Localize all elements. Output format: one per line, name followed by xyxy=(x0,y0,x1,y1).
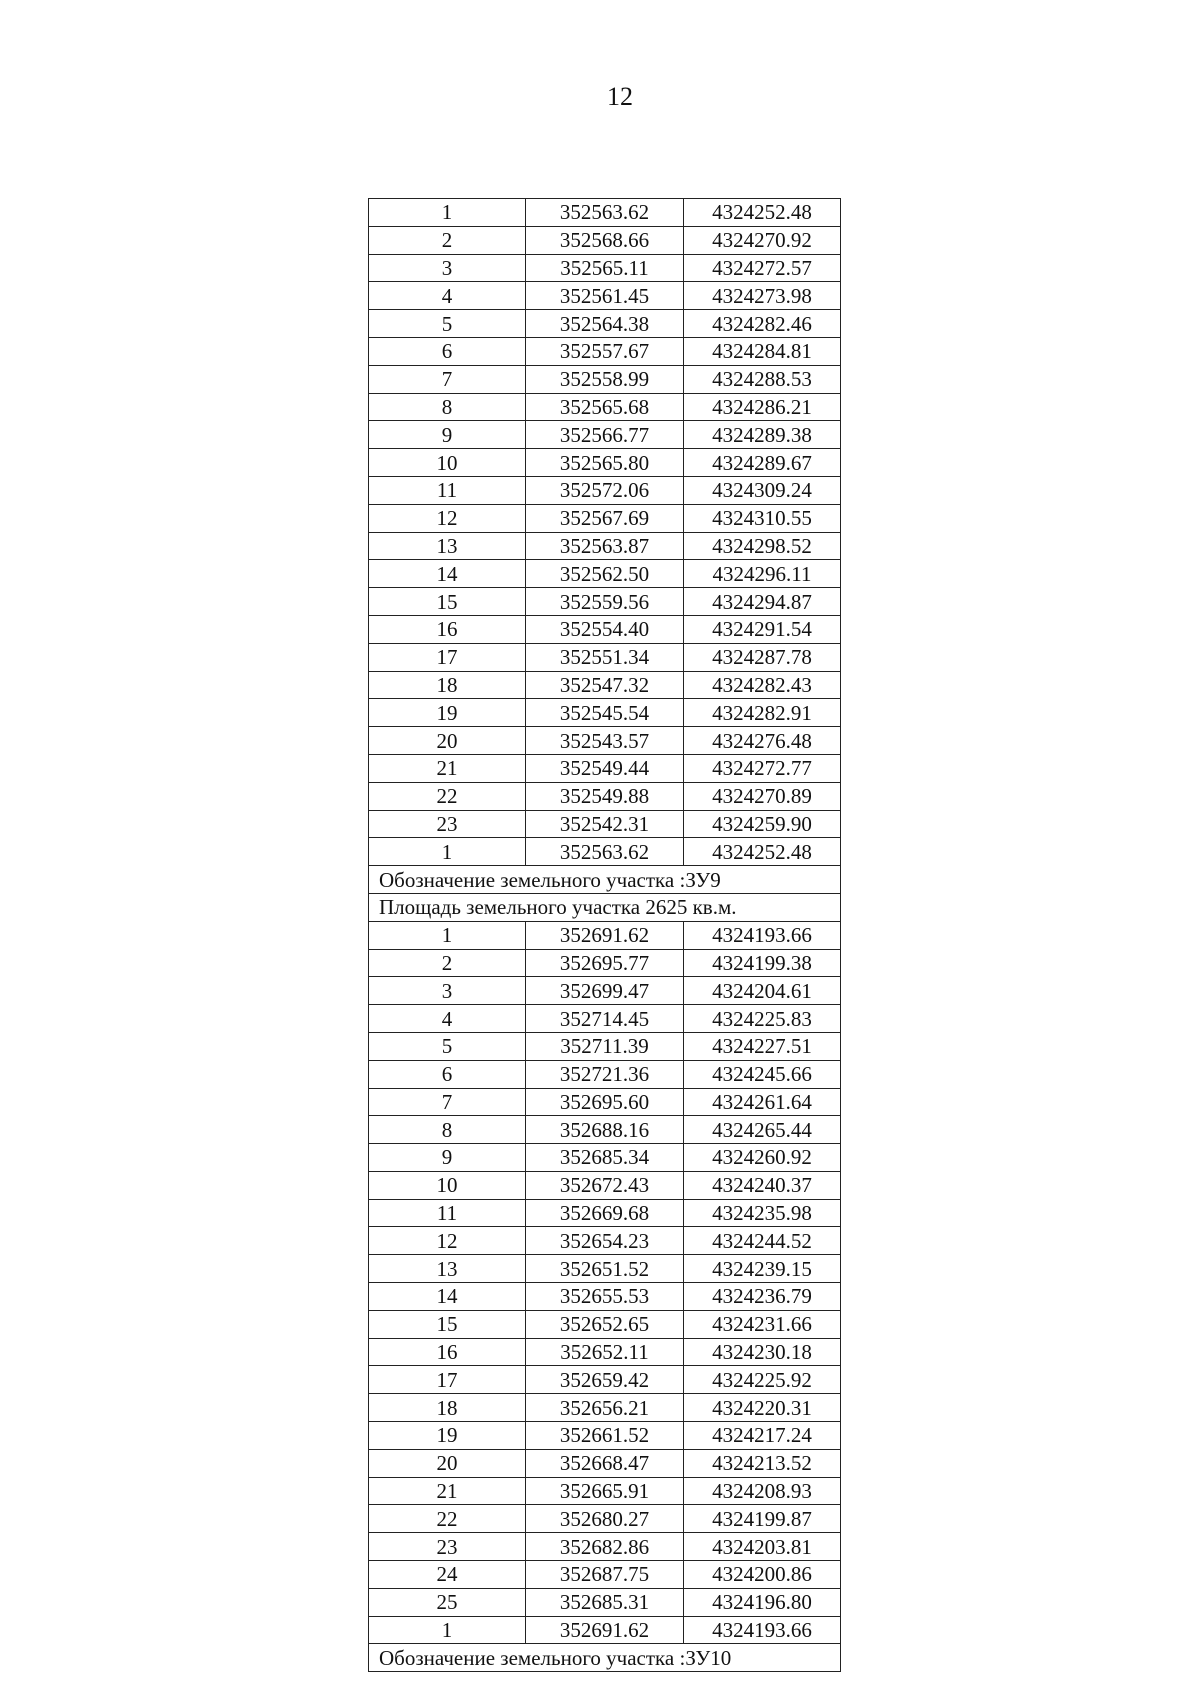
table-row xyxy=(369,838,841,866)
y-coordinate: 4324244.52 xyxy=(684,1227,841,1255)
table-row xyxy=(369,199,841,227)
y-coordinate: 4324208.93 xyxy=(684,1477,841,1505)
y-coordinate: 4324289.38 xyxy=(684,421,841,449)
y-coordinate: 4324309.24 xyxy=(684,476,841,504)
x-coordinate: 352655.53 xyxy=(526,1283,684,1311)
table-row xyxy=(369,810,841,838)
y-coordinate: 4324286.21 xyxy=(684,393,841,421)
point-number: 23 xyxy=(369,810,526,838)
point-number: 18 xyxy=(369,1394,526,1422)
table-row xyxy=(369,476,841,504)
x-coordinate: 352656.21 xyxy=(526,1394,684,1422)
point-number: 1 xyxy=(369,1616,526,1644)
y-coordinate: 4324260.92 xyxy=(684,1144,841,1172)
table-row xyxy=(369,1060,841,1088)
table-row xyxy=(369,254,841,282)
y-coordinate: 4324298.52 xyxy=(684,532,841,560)
x-coordinate: 352652.11 xyxy=(526,1338,684,1366)
table-row xyxy=(369,1255,841,1283)
y-coordinate: 4324284.81 xyxy=(684,337,841,365)
y-coordinate: 4324199.38 xyxy=(684,949,841,977)
table-row xyxy=(369,1227,841,1255)
point-number: 10 xyxy=(369,1171,526,1199)
x-coordinate: 352558.99 xyxy=(526,365,684,393)
y-coordinate: 4324270.92 xyxy=(684,226,841,254)
point-number: 11 xyxy=(369,476,526,504)
y-coordinate: 4324227.51 xyxy=(684,1032,841,1060)
y-coordinate: 4324282.43 xyxy=(684,671,841,699)
x-coordinate: 352565.68 xyxy=(526,393,684,421)
y-coordinate: 4324296.11 xyxy=(684,560,841,588)
y-coordinate: 4324230.18 xyxy=(684,1338,841,1366)
y-coordinate: 4324196.80 xyxy=(684,1588,841,1616)
point-number: 2 xyxy=(369,949,526,977)
x-coordinate: 352557.67 xyxy=(526,337,684,365)
parcel-area: Площадь земельного участка 2625 кв.м. xyxy=(369,893,841,921)
coordinates-table xyxy=(368,198,841,1672)
y-coordinate: 4324252.48 xyxy=(684,199,841,227)
y-coordinate: 4324282.46 xyxy=(684,310,841,338)
y-coordinate: 4324235.98 xyxy=(684,1199,841,1227)
x-coordinate: 352565.80 xyxy=(526,449,684,477)
x-coordinate: 352691.62 xyxy=(526,921,684,949)
point-number: 19 xyxy=(369,699,526,727)
table-row xyxy=(369,727,841,755)
point-number: 25 xyxy=(369,1588,526,1616)
coordinates-table-body xyxy=(369,199,841,1672)
y-coordinate: 4324225.92 xyxy=(684,1366,841,1394)
x-coordinate: 352563.87 xyxy=(526,532,684,560)
x-coordinate: 352559.56 xyxy=(526,588,684,616)
x-coordinate: 352567.69 xyxy=(526,504,684,532)
point-number: 11 xyxy=(369,1199,526,1227)
point-number: 21 xyxy=(369,754,526,782)
parcel-designation: Обозначение земельного участка :ЗУ9 xyxy=(369,866,841,894)
x-coordinate: 352680.27 xyxy=(526,1505,684,1533)
table-row xyxy=(369,671,841,699)
table-row xyxy=(369,282,841,310)
y-coordinate: 4324272.57 xyxy=(684,254,841,282)
point-number: 23 xyxy=(369,1533,526,1561)
table-row xyxy=(369,1394,841,1422)
table-row xyxy=(369,699,841,727)
point-number: 4 xyxy=(369,282,526,310)
x-coordinate: 352565.11 xyxy=(526,254,684,282)
table-row xyxy=(369,1561,841,1589)
y-coordinate: 4324200.86 xyxy=(684,1561,841,1589)
point-number: 4 xyxy=(369,1005,526,1033)
x-coordinate: 352547.32 xyxy=(526,671,684,699)
x-coordinate: 352685.31 xyxy=(526,1588,684,1616)
table-row xyxy=(369,449,841,477)
table-row xyxy=(369,1505,841,1533)
y-coordinate: 4324193.66 xyxy=(684,1616,841,1644)
x-coordinate: 352561.45 xyxy=(526,282,684,310)
point-number: 5 xyxy=(369,1032,526,1060)
point-number: 8 xyxy=(369,393,526,421)
table-row xyxy=(369,977,841,1005)
y-coordinate: 4324287.78 xyxy=(684,643,841,671)
y-coordinate: 4324213.52 xyxy=(684,1449,841,1477)
point-number: 12 xyxy=(369,1227,526,1255)
parcel-designation-row xyxy=(369,1644,841,1672)
table-row xyxy=(369,1005,841,1033)
point-number: 8 xyxy=(369,1116,526,1144)
table-row xyxy=(369,393,841,421)
point-number: 14 xyxy=(369,560,526,588)
x-coordinate: 352563.62 xyxy=(526,199,684,227)
table-row xyxy=(369,643,841,671)
point-number: 20 xyxy=(369,1449,526,1477)
table-row xyxy=(369,921,841,949)
y-coordinate: 4324273.98 xyxy=(684,282,841,310)
parcel-designation-row xyxy=(369,866,841,894)
point-number: 13 xyxy=(369,532,526,560)
x-coordinate: 352714.45 xyxy=(526,1005,684,1033)
point-number: 17 xyxy=(369,1366,526,1394)
x-coordinate: 352549.44 xyxy=(526,754,684,782)
table-row xyxy=(369,1116,841,1144)
y-coordinate: 4324217.24 xyxy=(684,1422,841,1450)
point-number: 7 xyxy=(369,1088,526,1116)
x-coordinate: 352672.43 xyxy=(526,1171,684,1199)
table-row xyxy=(369,588,841,616)
y-coordinate: 4324265.44 xyxy=(684,1116,841,1144)
point-number: 14 xyxy=(369,1283,526,1311)
table-row xyxy=(369,1144,841,1172)
table-row xyxy=(369,1171,841,1199)
y-coordinate: 4324291.54 xyxy=(684,615,841,643)
y-coordinate: 4324236.79 xyxy=(684,1283,841,1311)
y-coordinate: 4324239.15 xyxy=(684,1255,841,1283)
x-coordinate: 352652.65 xyxy=(526,1310,684,1338)
x-coordinate: 352721.36 xyxy=(526,1060,684,1088)
table-row xyxy=(369,1449,841,1477)
y-coordinate: 4324282.91 xyxy=(684,699,841,727)
y-coordinate: 4324310.55 xyxy=(684,504,841,532)
y-coordinate: 4324240.37 xyxy=(684,1171,841,1199)
point-number: 6 xyxy=(369,1060,526,1088)
point-number: 15 xyxy=(369,588,526,616)
table-row xyxy=(369,532,841,560)
table-row xyxy=(369,1477,841,1505)
point-number: 3 xyxy=(369,254,526,282)
point-number: 22 xyxy=(369,782,526,810)
point-number: 3 xyxy=(369,977,526,1005)
y-coordinate: 4324220.31 xyxy=(684,1394,841,1422)
y-coordinate: 4324252.48 xyxy=(684,838,841,866)
y-coordinate: 4324270.89 xyxy=(684,782,841,810)
point-number: 1 xyxy=(369,838,526,866)
x-coordinate: 352659.42 xyxy=(526,1366,684,1394)
x-coordinate: 352549.88 xyxy=(526,782,684,810)
x-coordinate: 352568.66 xyxy=(526,226,684,254)
parcel-designation: Обозначение земельного участка :ЗУ10 xyxy=(369,1644,841,1672)
table-row xyxy=(369,1283,841,1311)
point-number: 22 xyxy=(369,1505,526,1533)
point-number: 9 xyxy=(369,421,526,449)
table-row xyxy=(369,1199,841,1227)
x-coordinate: 352566.77 xyxy=(526,421,684,449)
table-row xyxy=(369,1422,841,1450)
x-coordinate: 352711.39 xyxy=(526,1032,684,1060)
x-coordinate: 352543.57 xyxy=(526,727,684,755)
page-number: 12 xyxy=(607,82,633,111)
y-coordinate: 4324272.77 xyxy=(684,754,841,782)
table-row xyxy=(369,421,841,449)
x-coordinate: 352685.34 xyxy=(526,1144,684,1172)
x-coordinate: 352562.50 xyxy=(526,560,684,588)
table-row xyxy=(369,1616,841,1644)
point-number: 2 xyxy=(369,226,526,254)
table-row xyxy=(369,1032,841,1060)
x-coordinate: 352551.34 xyxy=(526,643,684,671)
table-row xyxy=(369,1338,841,1366)
point-number: 7 xyxy=(369,365,526,393)
point-number: 5 xyxy=(369,310,526,338)
table-row xyxy=(369,782,841,810)
y-coordinate: 4324294.87 xyxy=(684,588,841,616)
x-coordinate: 352564.38 xyxy=(526,310,684,338)
y-coordinate: 4324289.67 xyxy=(684,449,841,477)
x-coordinate: 352542.31 xyxy=(526,810,684,838)
point-number: 15 xyxy=(369,1310,526,1338)
table-row xyxy=(369,754,841,782)
y-coordinate: 4324288.53 xyxy=(684,365,841,393)
x-coordinate: 352654.23 xyxy=(526,1227,684,1255)
x-coordinate: 352699.47 xyxy=(526,977,684,1005)
x-coordinate: 352695.77 xyxy=(526,949,684,977)
table-row xyxy=(369,1088,841,1116)
x-coordinate: 352651.52 xyxy=(526,1255,684,1283)
x-coordinate: 352669.68 xyxy=(526,1199,684,1227)
point-number: 19 xyxy=(369,1422,526,1450)
x-coordinate: 352668.47 xyxy=(526,1449,684,1477)
point-number: 9 xyxy=(369,1144,526,1172)
x-coordinate: 352691.62 xyxy=(526,1616,684,1644)
table-row xyxy=(369,615,841,643)
point-number: 10 xyxy=(369,449,526,477)
table-row xyxy=(369,1366,841,1394)
point-number: 13 xyxy=(369,1255,526,1283)
point-number: 12 xyxy=(369,504,526,532)
y-coordinate: 4324276.48 xyxy=(684,727,841,755)
x-coordinate: 352682.86 xyxy=(526,1533,684,1561)
point-number: 16 xyxy=(369,1338,526,1366)
table-row xyxy=(369,949,841,977)
table-row xyxy=(369,1310,841,1338)
y-coordinate: 4324199.87 xyxy=(684,1505,841,1533)
table-row xyxy=(369,337,841,365)
x-coordinate: 352554.40 xyxy=(526,615,684,643)
point-number: 1 xyxy=(369,199,526,227)
x-coordinate: 352563.62 xyxy=(526,838,684,866)
x-coordinate: 352687.75 xyxy=(526,1561,684,1589)
y-coordinate: 4324261.64 xyxy=(684,1088,841,1116)
table-row xyxy=(369,560,841,588)
y-coordinate: 4324225.83 xyxy=(684,1005,841,1033)
parcel-area-row xyxy=(369,893,841,921)
y-coordinate: 4324245.66 xyxy=(684,1060,841,1088)
table-row xyxy=(369,504,841,532)
point-number: 17 xyxy=(369,643,526,671)
point-number: 24 xyxy=(369,1561,526,1589)
point-number: 20 xyxy=(369,727,526,755)
point-number: 21 xyxy=(369,1477,526,1505)
x-coordinate: 352688.16 xyxy=(526,1116,684,1144)
table-row xyxy=(369,365,841,393)
x-coordinate: 352545.54 xyxy=(526,699,684,727)
x-coordinate: 352572.06 xyxy=(526,476,684,504)
table-row xyxy=(369,1588,841,1616)
x-coordinate: 352695.60 xyxy=(526,1088,684,1116)
table-row xyxy=(369,226,841,254)
x-coordinate: 352661.52 xyxy=(526,1422,684,1450)
point-number: 1 xyxy=(369,921,526,949)
y-coordinate: 4324231.66 xyxy=(684,1310,841,1338)
y-coordinate: 4324259.90 xyxy=(684,810,841,838)
table-row xyxy=(369,1533,841,1561)
x-coordinate: 352665.91 xyxy=(526,1477,684,1505)
y-coordinate: 4324204.61 xyxy=(684,977,841,1005)
point-number: 16 xyxy=(369,615,526,643)
point-number: 18 xyxy=(369,671,526,699)
y-coordinate: 4324193.66 xyxy=(684,921,841,949)
y-coordinate: 4324203.81 xyxy=(684,1533,841,1561)
point-number: 6 xyxy=(369,337,526,365)
table-row xyxy=(369,310,841,338)
